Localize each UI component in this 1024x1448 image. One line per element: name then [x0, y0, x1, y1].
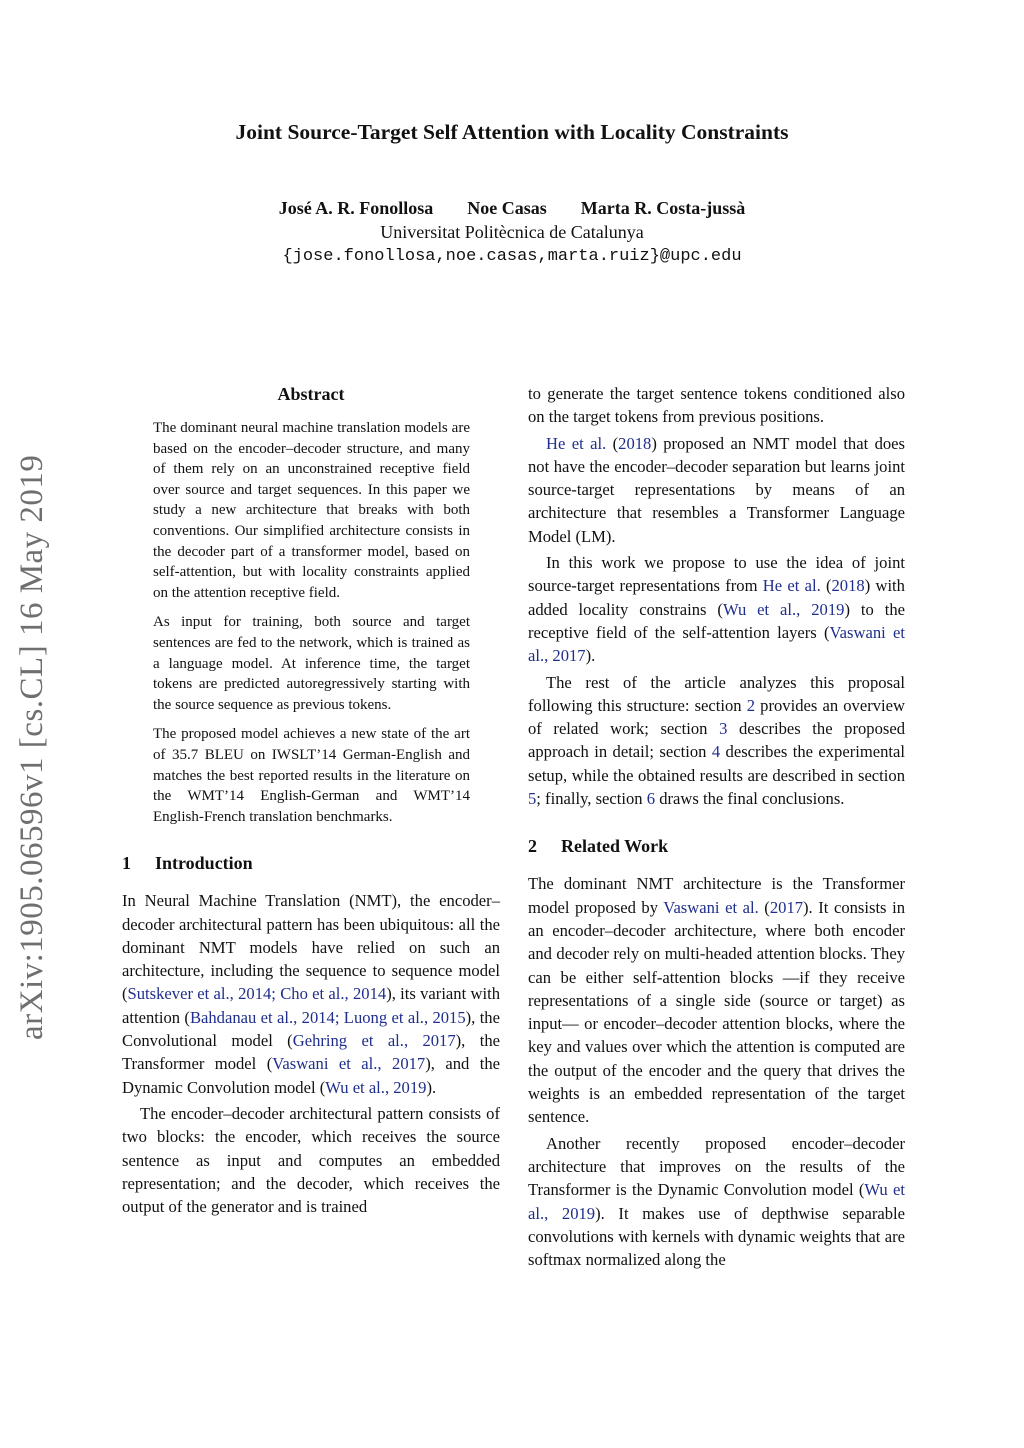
citation-link[interactable]: Sutskever et al., 2014; Cho et al., 2014 [127, 984, 387, 1004]
abstract-heading: Abstract [277, 384, 345, 404]
body-paragraph [528, 1132, 905, 1272]
text-run: ) proposed an NMT model that does not have the encoder–decoder separation but learns joint source-target representations by means of an architecture that resembles a Transformer Language Model (LM). [528, 433, 905, 546]
citation-link[interactable]: Gehring et al., 2017 [292, 1031, 456, 1051]
author-name: José A. R. Fonollosa [278, 198, 434, 218]
introduction-body [122, 889, 500, 1218]
citation-link[interactable]: He et al. [762, 576, 821, 596]
text-run: ( [606, 433, 619, 453]
right-column [528, 382, 905, 1274]
author-email: {jose.fonollosa,noe.casas,marta.ruiz}@upc.edu [282, 247, 742, 266]
author-name: Marta R. Costa-jussà [580, 198, 746, 218]
abstract-paragraph: The proposed model achieves a new state of the art of 35.7 BLEU on IWSLT’14 German-English and matches the best reported results in the literature on the WMT’14 English-German and WMT’14 English-French translation benchmarks. [153, 726, 470, 825]
arxiv-identifier: arXiv:1905.06596v1 [cs.CL] 16 May 2019 [14, 454, 50, 1040]
citation-link[interactable]: Wu et al., 2019 [325, 1077, 427, 1097]
text-run: ) with added locality constrains ( [528, 576, 905, 619]
text-run: The dominant NMT architecture is the Transformer model proposed by [528, 874, 905, 917]
section-ref-link[interactable]: 5 [528, 789, 537, 809]
body-paragraph: The encoder–decoder architectural pattern consists of two blocks: the encoder, which receives the source sentence as input and computes an embedded representation; and the decoder, which receives the output of the generator and is trained [122, 1103, 500, 1217]
citation-link[interactable]: Vaswani et al. [663, 897, 759, 917]
text-run: ; finally, section [536, 789, 647, 809]
text-run: The rest of the article analyzes this proposal following this structure: section [528, 672, 905, 715]
section-heading-related-work [528, 834, 905, 858]
citation-link[interactable]: Wu et al., 2019 [528, 1180, 905, 1223]
section-ref-link[interactable]: 4 [711, 742, 721, 762]
text-run: ( [758, 897, 770, 917]
citation-link[interactable]: Vaswani et al., 2017 [528, 622, 905, 666]
text-run: ) to the receptive field of the self-attention layers ( [528, 599, 905, 642]
text-run: ( [820, 576, 832, 596]
citation-link[interactable]: He et al. [546, 433, 607, 453]
section-title: Related Work [561, 836, 669, 857]
citation-link[interactable]: Vaswani et al., 2017 [272, 1054, 426, 1074]
section-number: 2 [528, 836, 537, 857]
section-ref-link[interactable]: 6 [646, 789, 656, 809]
citation-link[interactable]: Wu et al., 2019 [722, 599, 845, 619]
text-run: ), the Convolutional model ( [122, 1007, 500, 1051]
text-run: In Neural Machine Translation (NMT), the encoder–decoder architectural pattern has been ubiquitous: all the dominant NMT models have relied on such an architecture, including the sequence to sequence model ( [122, 891, 500, 1004]
text-run: ). It makes use of depthwise separable convolutions with kernels with dynamic weights that are softmax normalized along the [528, 1203, 906, 1270]
text-run: In this work we propose to use the idea of joint source-target representations from [528, 553, 905, 596]
text-run: draws the final conclusions. [655, 789, 845, 809]
affiliation: Universitat Politècnica de Catalunya [380, 222, 644, 242]
body-paragraph [528, 671, 905, 811]
section-number: 1 [122, 853, 131, 874]
section-ref-link[interactable]: 3 [719, 719, 728, 739]
citation-link[interactable]: Bahdanau et al., 2014; Luong et al., 2015 [189, 1007, 466, 1027]
body-paragraph [528, 872, 905, 1128]
body-paragraph [122, 889, 500, 1099]
text-run: ), its variant with attention ( [122, 984, 500, 1027]
section-heading-introduction [122, 851, 500, 875]
section-title: Introduction [155, 853, 253, 874]
text-run: ). It consists in an encoder–decoder architecture, where both encoder and decoder rely on multi-headed attention blocks. They can be either self-attention blocks —if they receive representations of a single side (source or target) as input— or encoder–decoder attention blocks, where the key and values over which the attention is computed are the output of the encoder and the query that drives the weights is an embedded representation of the target sentence. [528, 897, 905, 1127]
text-run: ). [585, 646, 596, 666]
body-paragraph [528, 551, 905, 667]
left-column [122, 382, 500, 1221]
text-run: ), and the Dynamic Convolution model ( [122, 1054, 501, 1097]
citation-link[interactable]: 2017 [769, 897, 804, 917]
text-run: describes the proposed approach in detail; section [528, 719, 905, 762]
abstract-paragraph: As input for training, both source and target sentences are fed to the network, which is trained as a language model. At inference time, the target tokens are predicted autoregressively starting with the source sequence as previous tokens. [153, 614, 470, 713]
text-run: ), the Transformer model ( [122, 1031, 500, 1074]
text-run: Another recently proposed encoder–decoder architecture that improves on the results of the Transformer is the Dynamic Convolution model ( [528, 1133, 905, 1200]
abstract [153, 418, 470, 827]
body-paragraph [528, 432, 905, 548]
body-paragraph: to generate the target sentence tokens conditioned also on the target tokens from previous positions. [528, 384, 905, 427]
citation-link[interactable]: 2018 [831, 576, 865, 596]
author-list [0, 196, 1024, 220]
text-run: provides an overview of related work; section [528, 695, 905, 739]
text-run: ). [426, 1077, 437, 1097]
citation-link[interactable]: 2018 [618, 433, 652, 453]
paper-title: Joint Source-Target Self Attention with Locality Constraints [235, 120, 789, 144]
author-name: Noe Casas [467, 198, 547, 218]
abstract-paragraph: The dominant neural machine translation models are based on the encoder–decoder structure, and many of them rely on an unconstrained receptive field over source and target sequences. In this paper we study a new architecture that breaks with both conventions. Our simplified architecture consists in the decoder part of a transformer model, based on self-attention, but with locality constraints applied on the attention receptive field. [153, 420, 470, 601]
text-run: describes the experimental setup, while the obtained results are described in section [528, 742, 906, 785]
section-ref-link[interactable]: 2 [746, 695, 756, 715]
